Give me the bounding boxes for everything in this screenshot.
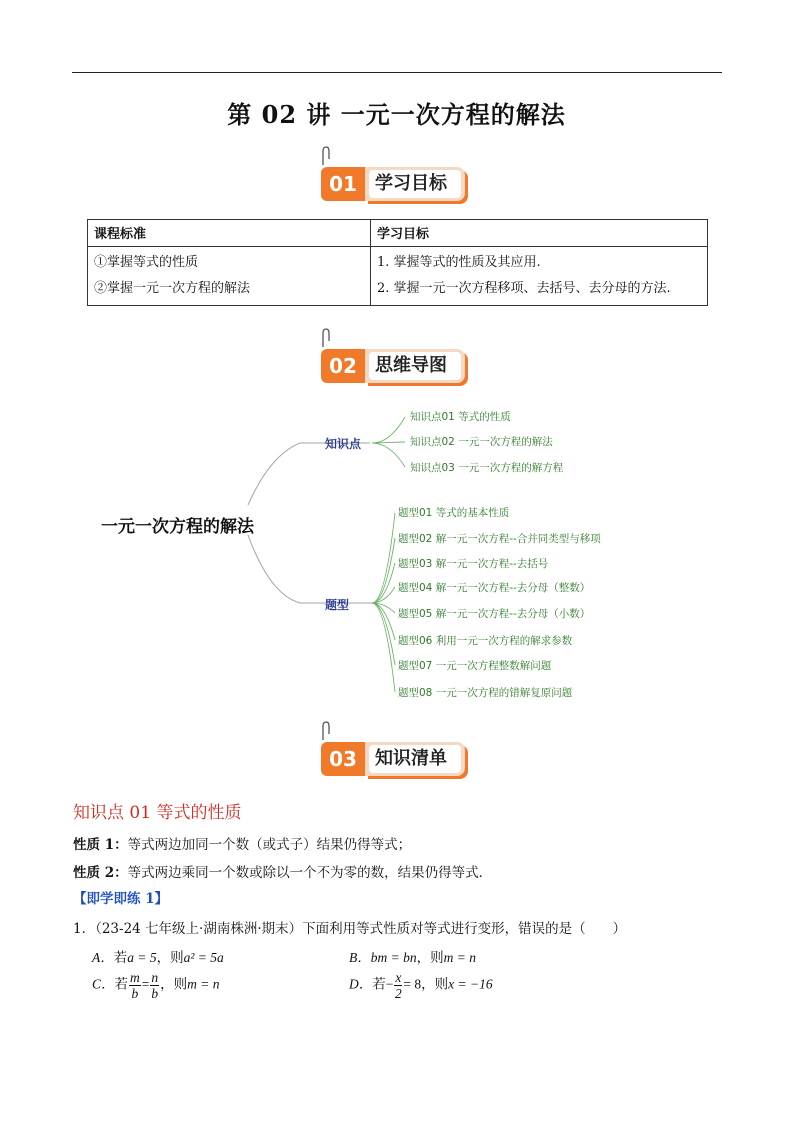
property-label: 性质 1： xyxy=(73,837,128,853)
mind-map-leaf: 题型02 解一元一次方程--合并同类型与移项 xyxy=(398,533,601,545)
practice-label: 【即学即练 1】 xyxy=(73,891,169,907)
table-cell xyxy=(88,247,371,306)
property-1 xyxy=(73,833,411,853)
denominator: b xyxy=(151,986,159,1001)
option-math: a = 5 xyxy=(127,950,157,965)
paperclip-icon xyxy=(319,145,331,167)
mind-map-leaf: 题型05 解一元一次方程--去分母（小数） xyxy=(398,608,591,620)
table-cell xyxy=(371,247,708,306)
numerator: n xyxy=(151,970,159,985)
option-math: bm = bn xyxy=(370,950,417,965)
mind-map-leaf: 题型04 解一元一次方程--去分母（整数） xyxy=(398,582,591,594)
option-text: ，则 xyxy=(160,976,188,992)
option-text: = 8 xyxy=(403,976,422,992)
knowledge-point-title: 知识点 01 等式的性质 xyxy=(73,803,242,823)
option-text: ，则 xyxy=(156,950,184,965)
option-text: 若 xyxy=(114,976,129,992)
option-letter: B． xyxy=(349,950,371,965)
fraction xyxy=(150,970,159,1001)
option-a xyxy=(92,946,224,966)
goal-item: 1. 掌握等式的性质及其应用. xyxy=(377,255,541,270)
denominator: 2 xyxy=(395,986,402,1001)
option-text: ，则 xyxy=(416,950,444,965)
paperclip-icon xyxy=(319,720,331,742)
option-b xyxy=(349,946,476,966)
option-math: m = n xyxy=(187,976,220,992)
standard-item: ①掌握等式的性质 xyxy=(94,255,199,270)
option-text: − xyxy=(385,976,394,992)
option-text: 若 xyxy=(113,950,128,965)
section-label: 知识清单 xyxy=(369,745,461,773)
page-title: 第 02 讲 一元一次方程的解法 xyxy=(227,100,566,129)
paperclip-icon xyxy=(319,327,331,349)
section-number: 02 xyxy=(321,349,365,383)
section-badge-mindmap xyxy=(321,347,471,385)
section-number: 03 xyxy=(321,742,365,776)
numerator: m xyxy=(130,970,140,985)
option-text: ，则 xyxy=(421,976,449,992)
mind-map-root: 一元一次方程的解法 xyxy=(101,517,254,537)
option-c xyxy=(92,970,220,1001)
fraction xyxy=(394,970,402,1001)
option-math: a² = 5a xyxy=(183,950,224,965)
option-letter: C． xyxy=(92,976,115,992)
option-letter: A． xyxy=(92,950,114,965)
mind-map-leaf: 知识点01 等式的性质 xyxy=(410,411,511,423)
header-rule xyxy=(72,72,722,73)
option-math: m = n xyxy=(443,950,476,965)
option-math: x = −16 xyxy=(448,976,493,992)
section-number: 01 xyxy=(321,167,365,201)
mind-map-leaf: 知识点03 一元一次方程的解方程 xyxy=(410,462,564,474)
mind-map-leaf: 题型03 解一元一次方程--去括号 xyxy=(398,558,549,570)
mind-map-leaf: 知识点02 一元一次方程的解法 xyxy=(410,436,553,448)
section-label: 思维导图 xyxy=(369,352,461,380)
goals-table xyxy=(87,219,708,306)
goal-item: 2. 掌握一元一次方程移项、去括号、去分母的方法. xyxy=(377,281,671,296)
mind-map xyxy=(0,395,793,715)
table-header: 学习目标 xyxy=(371,220,708,247)
option-text: 若 xyxy=(372,976,386,992)
standard-item: ②掌握一元一次方程的解法 xyxy=(94,281,251,296)
denominator: b xyxy=(131,986,139,1001)
numerator: x xyxy=(395,970,402,985)
mind-map-connectors xyxy=(0,395,793,715)
section-label: 学习目标 xyxy=(369,170,461,198)
property-text: 等式两边加同一个数（或式子）结果仍得等式； xyxy=(127,837,412,853)
question-stem: 1．（23-24 七年级上·湖南株洲·期末）下面利用等式性质对等式进行变形，错误的是（ ） xyxy=(73,921,627,937)
fraction xyxy=(129,970,141,1001)
mind-map-leaf: 题型01 等式的基本性质 xyxy=(398,507,510,519)
mind-map-leaf: 题型07 一元一次方程整数解问题 xyxy=(398,660,552,672)
mind-map-branch-types: 题型 xyxy=(325,598,350,612)
section-badge-goals xyxy=(321,165,471,203)
option-text: = xyxy=(141,976,150,992)
mind-map-branch-knowledge: 知识点 xyxy=(325,437,362,451)
property-text: 等式两边乘同一个数或除以一个不为零的数，结果仍得等式． xyxy=(127,865,493,881)
mind-map-leaf: 题型08 一元一次方程的错解复原问题 xyxy=(398,687,573,699)
property-label: 性质 2： xyxy=(73,865,128,881)
mind-map-leaf: 题型06 利用一元一次方程的解求参数 xyxy=(398,635,573,647)
option-letter: D． xyxy=(349,976,373,992)
option-d xyxy=(349,970,493,1001)
property-2 xyxy=(73,861,492,881)
section-badge-knowledge xyxy=(321,740,471,778)
table-header: 课程标准 xyxy=(88,220,371,247)
